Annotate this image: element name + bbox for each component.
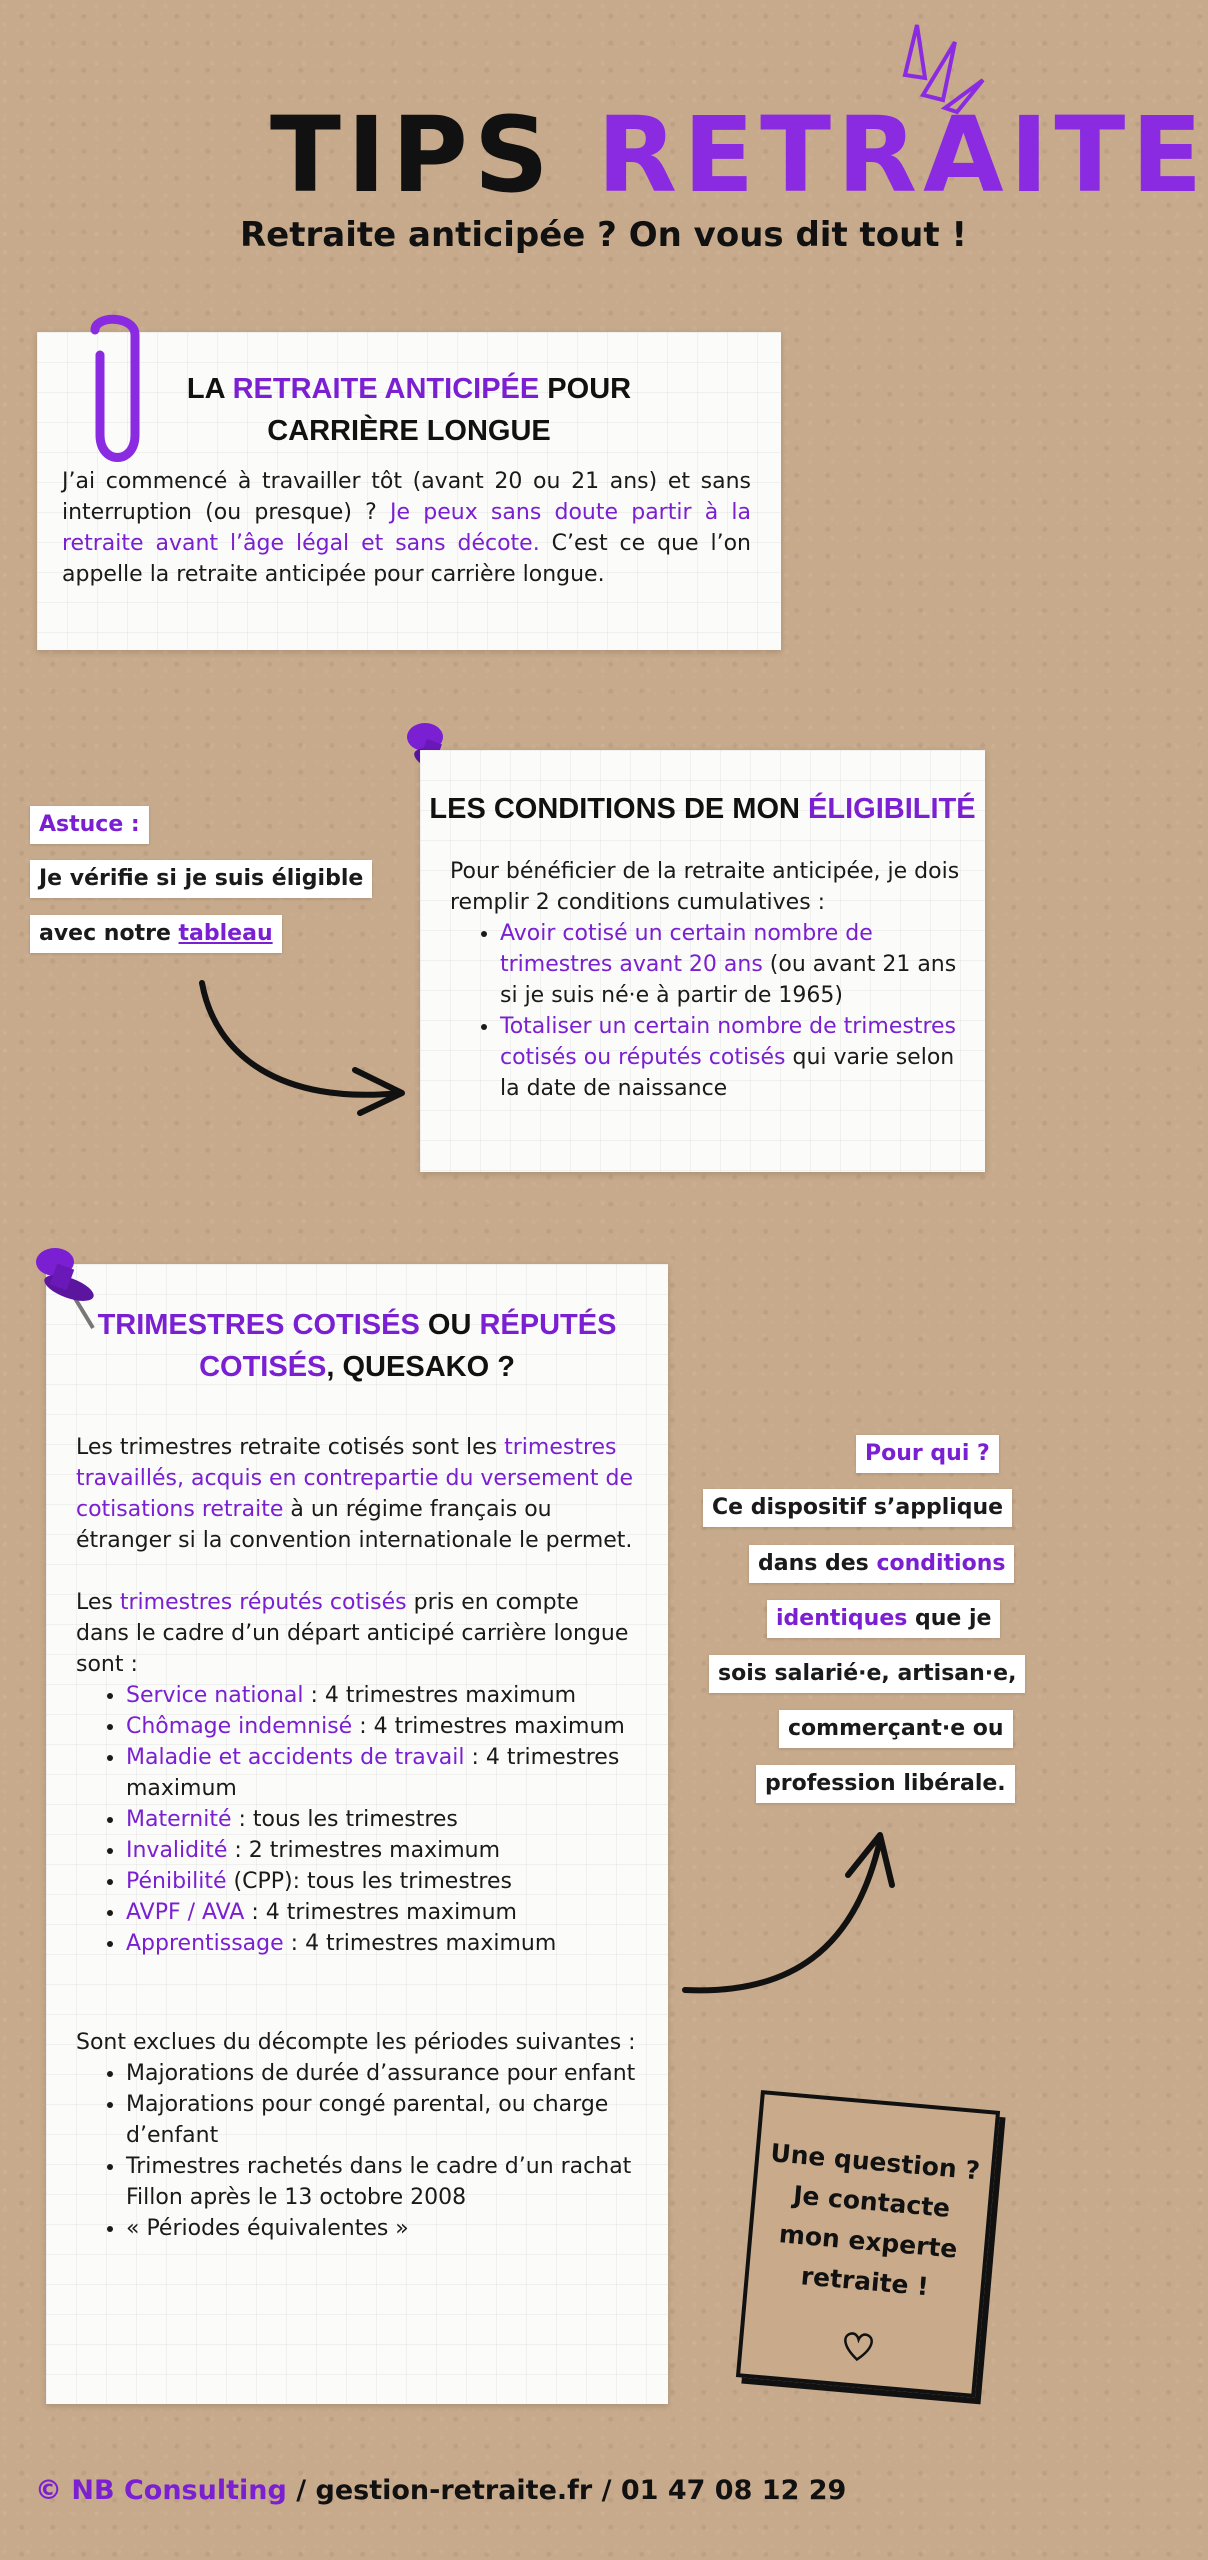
page-title — [270, 94, 1208, 216]
paperclip-icon — [60, 315, 160, 475]
excluded-list — [76, 2058, 638, 2244]
pourqui-line-5: commerçant·e ou — [779, 1710, 1013, 1748]
arrow-up-icon — [680, 1820, 910, 2010]
heart-icon — [836, 2324, 879, 2367]
footer-links[interactable]: / gestion-retraite.fr / 01 47 08 12 29 — [286, 2475, 847, 2506]
astuce-line-1: Je vérifie si je suis éligible — [30, 860, 372, 898]
card3-title: TRIMESTRES COTISÉS OU RÉPUTÉS COTISÉS, QUESAKO ? — [97, 1309, 617, 1383]
pourqui-line-3: identiques que je — [767, 1600, 1000, 1638]
list-item: • Majorations de durée d’assurance pour enfant — [126, 2058, 638, 2089]
list-item: • Service national : 4 trimestres maximum — [126, 1680, 638, 1711]
reputes-list — [76, 1680, 638, 1959]
astuce-heading: Astuce : — [30, 806, 149, 844]
list-item: • Totaliser un certain nombre de trimestres cotisés ou réputés cotisés qui varie selon la date de naissance — [500, 1011, 963, 1104]
card2-text: Pour bénéficier de la retraite anticipée, je dois remplir 2 conditions cumulatives : • Avoir cotisé un certain nombre de trimestres avant 20 ans (ou avant 21 ans si je suis né·e à partir de 1965) • Totaliser un certain nombre de trimestres cotisés ou réputés cotisés qui varie selon la date de naissance — [420, 856, 985, 1104]
list-item: • Avoir cotisé un certain nombre de trimestres avant 20 ans (ou avant 21 ans si je suis né·e à partir de 1965) — [500, 918, 963, 1011]
pushpin-icon — [25, 1240, 115, 1330]
list-item: • Pénibilité (CPP): tous les trimestres — [126, 1866, 638, 1897]
card-conditions-eligibilite — [420, 750, 985, 1172]
list-item: • « Périodes équivalentes » — [126, 2213, 638, 2244]
card1-text: J’ai commencé à travailler tôt (avant 20 ou 21 ans) et sans interruption (ou presque) ? Je peux sans doute partir à la retraite avant l’âge légal et sans décote. C’est ce que l’on appelle la retraite anticipée pour carrière longue. — [62, 469, 751, 587]
title-word-retraite: RETRAITE — [596, 94, 1208, 216]
pourqui-line-2: dans des conditions — [749, 1545, 1014, 1583]
paragraph-exclues: Sont exclues du décompte les périodes suivantes : — [76, 2030, 636, 2055]
tableau-link[interactable]: tableau — [178, 921, 273, 946]
title-word-tips: TIPS — [270, 94, 555, 216]
list-item: • Maladie et accidents de travail : 4 trimestres maximum — [126, 1742, 638, 1804]
list-item: • Chômage indemnisé : 4 trimestres maximum — [126, 1711, 638, 1742]
footer-contact — [35, 2475, 846, 2506]
list-item: • Apprentissage : 4 trimestres maximum — [126, 1928, 638, 1959]
list-item: • Maternité : tous les trimestres — [126, 1804, 638, 1835]
contact-expert-text: Une question ? Je contacte mon experte retraite ! — [769, 2138, 982, 2302]
card-trimestres-cotises — [46, 1264, 668, 2404]
pourqui-line-4: sois salarié·e, artisan·e, — [709, 1655, 1025, 1693]
page-subtitle: Retraite anticipée ? On vous dit tout ! — [240, 215, 967, 255]
arrow-right-icon — [190, 975, 410, 1115]
list-item: • Invalidité : 2 trimestres maximum — [126, 1835, 638, 1866]
list-item: • AVPF / AVA : 4 trimestres maximum — [126, 1897, 638, 1928]
brand-name: © NB Consulting — [35, 2475, 287, 2506]
list-item: • Trimestres rachetés dans le cadre d’un rachat Fillon après le 13 octobre 2008 — [126, 2151, 638, 2213]
card2-title: LES CONDITIONS DE MON ÉLIGIBILITÉ — [429, 793, 976, 825]
card1-title: LA RETRAITE ANTICIPÉE POUR CARRIÈRE LONGUE — [186, 373, 632, 447]
pourqui-line-1: Ce dispositif s’applique — [703, 1489, 1012, 1527]
paragraph-cotises: Les trimestres retraite cotisés sont les trimestres travaillés, acquis en contrepartie du versement de cotisations retraite à un régime français ou étranger si la convention internationale le permet. — [76, 1435, 634, 1553]
list-item: • Majorations pour congé parental, ou charge d’enfant — [126, 2089, 638, 2151]
paragraph-reputes: Les trimestres réputés cotisés pris en compte dans le cadre d’un départ anticipé carrière longue sont : — [76, 1590, 629, 1677]
astuce-line-2: avec notre tableau — [30, 915, 282, 953]
pourqui-heading: Pour qui ? — [856, 1435, 999, 1473]
contact-expert-card[interactable] — [736, 2090, 1000, 2398]
pourqui-line-6: profession libérale. — [756, 1765, 1015, 1803]
card3-text — [46, 1432, 668, 2244]
